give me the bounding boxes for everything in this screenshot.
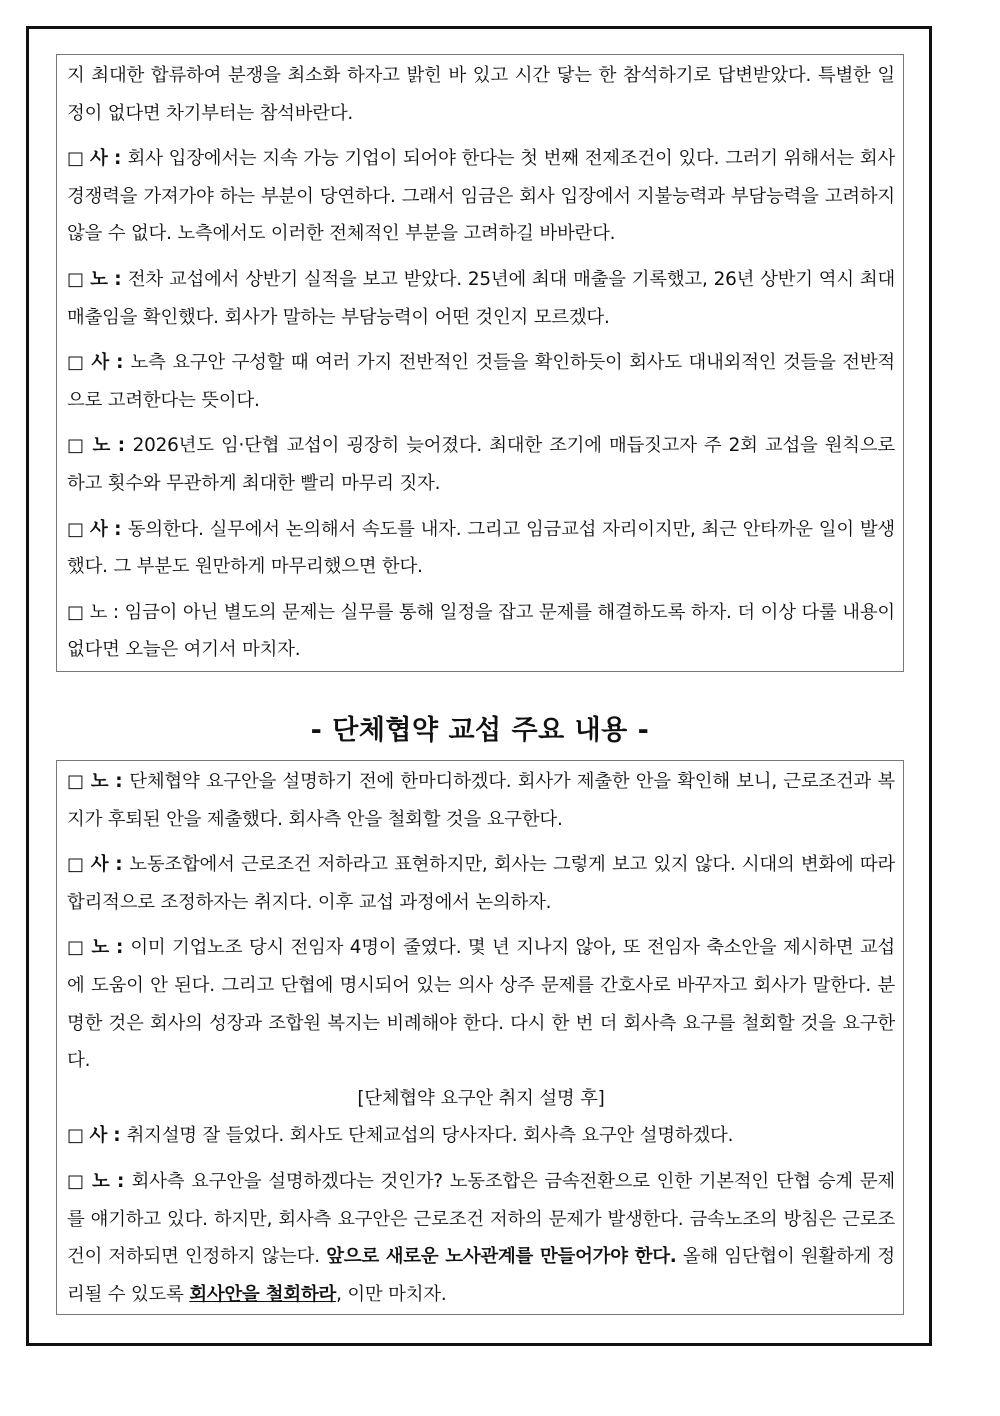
checkbox-icon: □ [67, 771, 85, 792]
statement-text: 임금이 아닌 별도의 문제는 실무를 통해 일정을 잡고 문제를 해결하도록 하자. 더 이상 다룰 내용이 없다면 오늘은 여기서 마치자. [67, 601, 895, 661]
speaker-separator: : [108, 771, 130, 792]
speaker-separator: : [108, 854, 130, 876]
statement-union [67, 929, 895, 1079]
checkbox-icon: □ [67, 148, 85, 170]
statement-management [67, 344, 895, 419]
checkbox-icon: □ [67, 937, 85, 959]
speaker-separator: : [107, 268, 128, 290]
checkbox-icon: □ [67, 435, 86, 457]
statement-text-cont: 올해 임단협이 원활하게 정리될 수 있도록 [67, 1246, 895, 1305]
statement-union [67, 1163, 895, 1313]
statement-text: 동의한다. 실무에서 논의해서 속도를 내자. 그리고 임금교섭 자리이지만, 최근 안타까운 일이 발생했다. 그 부분도 원만하게 마무리했으면 한다. [67, 518, 895, 578]
statement-union [67, 427, 895, 502]
minutes-box-wage [56, 54, 904, 672]
speaker-label: 노 [91, 1170, 110, 1192]
statement-management [67, 1117, 895, 1155]
statement-text: 회사측 요구안을 설명하겠다는 것인가? 노동조합은 금속전환으로 인한 기본적인 단협 승계 문제를 얘기하고 있다. 하지만, 회사측 요구안은 근로조건 저하의 문제가 발생한다. 금속노조의 방침은 근로조건이 저하되면 인정하지 않는다. [67, 1170, 895, 1268]
statement-text-end: , 이만 마치자. [336, 1283, 447, 1305]
statement-union [67, 763, 895, 838]
checkbox-icon: □ [67, 1125, 84, 1147]
speaker-label: 사 [89, 148, 108, 170]
checkbox-icon: □ [67, 518, 85, 540]
statement-management [67, 511, 895, 586]
statement-text: 단체협약 요구안을 설명하기 전에 한마디하겠다. 회사가 제출한 안을 확인해 보니, 근로조건과 복지가 후퇴된 안을 제출했다. 회사측 안을 철회할 것을 요구한다. [67, 771, 895, 830]
minutes-box-collective-agreement [56, 760, 904, 1315]
checkbox-icon: □ [67, 352, 85, 374]
checkbox-icon: □ [67, 1170, 86, 1192]
statement-text: 취지설명 잘 들었다. 회사도 단체교섭의 당사자다. 회사측 요구안 설명하겠다. [126, 1125, 734, 1147]
statement-text: 노측 요구안 구성할 때 여러 가지 전반적인 것들을 확인하듯이 회사도 대내외적인 것들을 전반적으로 고려한다는 뜻이다. [67, 352, 895, 411]
speaker-label: 사 [90, 854, 109, 876]
speaker-label: 사 [90, 518, 108, 540]
statement-text: 노동조합에서 근로조건 저하라고 표현하지만, 회사는 그렇게 보고 있지 않다. 시대의 변화에 따라 합리적으로 조정하자는 취지다. 이후 교섭 과정에서 논의하자. [67, 854, 895, 913]
statement-management [67, 140, 895, 253]
speaker-separator: : [108, 937, 131, 959]
statement-management [67, 846, 895, 921]
speaker-separator: : [107, 518, 128, 540]
speaker-separator: : [108, 352, 131, 374]
paragraph-continued: 지 최대한 합류하여 분쟁을 최소화 하자고 밝힌 바 있고 시간 닿는 한 참석하기로 답변받았다. 특별한 일정이 없다면 차기부터는 참석바란다. [67, 65, 895, 124]
speaker-label: 사 [91, 352, 109, 374]
speaker-label: 사 [89, 1125, 108, 1147]
speaker-label: 노 [89, 601, 108, 623]
statement-union [67, 594, 895, 669]
speaker-label: 노 [90, 268, 108, 290]
emphasis-underlined-text: 회사안을 철회하라 [189, 1283, 337, 1305]
speaker-label: 노 [90, 771, 109, 792]
checkbox-icon: □ [67, 268, 85, 290]
section-heading: - 단체협약 교섭 주요 내용 - [310, 715, 650, 746]
checkbox-icon: □ [67, 601, 84, 623]
statement-text: 전차 교섭에서 상반기 실적을 보고 받았다. 25년에 최대 매출을 기록했고, 26년 상반기 역시 최대 매출임을 확인했다. 회사가 말하는 부담능력이 어떤 것인지 모르겠다. [67, 268, 896, 328]
statement-text: 회사 입장에서는 지속 가능 기업이 되어야 한다는 첫 번째 전제조건이 있다. 그러기 위해서는 회사 경쟁력을 가져가야 하는 부분이 당연하다. 그래서 임금은 회사 입장에서 지불능력과 부담능력을 고려하지 않을 수 없다. 노측에서도 이러한 전체적인 부분을 고려하길 바바란다. [67, 148, 896, 245]
bracket-note: [단체협약 요구안 취지 설명 후] [357, 1087, 605, 1109]
statement-text: 이미 기업노조 당시 전임자 4명이 줄였다. 몇 년 지나지 않아, 또 전임자 축소안을 제시하면 교섭에 도움이 안 된다. 그리고 단협에 명시되어 있는 의사 상주 문제를 간호사로 바꾸자고 회사가 말한다. 분명한 것은 회사의 성장과 조합원 복지는 비례해야 한다. 다시 한 번 더 회사측 요구를 철회할 것을 요구한다. [67, 937, 895, 1072]
checkbox-icon: □ [67, 854, 85, 876]
emphasis-text: 앞으로 새로운 노사관계를 만들어가야 한다. [326, 1246, 677, 1268]
speaker-separator: : [107, 1125, 127, 1147]
speaker-separator: : [107, 148, 128, 170]
statement-union [67, 261, 895, 336]
speaker-separator: : [109, 1170, 132, 1192]
speaker-label: 노 [92, 435, 111, 457]
speaker-label: 노 [91, 937, 109, 959]
statement-text: 2026년도 임·단협 교섭이 굉장히 늦어졌다. 최대한 조기에 매듭짓고자 주 2회 교섭을 원칙으로 하고 횟수와 무관하게 최대한 빨리 마무리 짓자. [67, 435, 895, 494]
speaker-separator: : [107, 601, 125, 623]
speaker-separator: : [110, 435, 133, 457]
